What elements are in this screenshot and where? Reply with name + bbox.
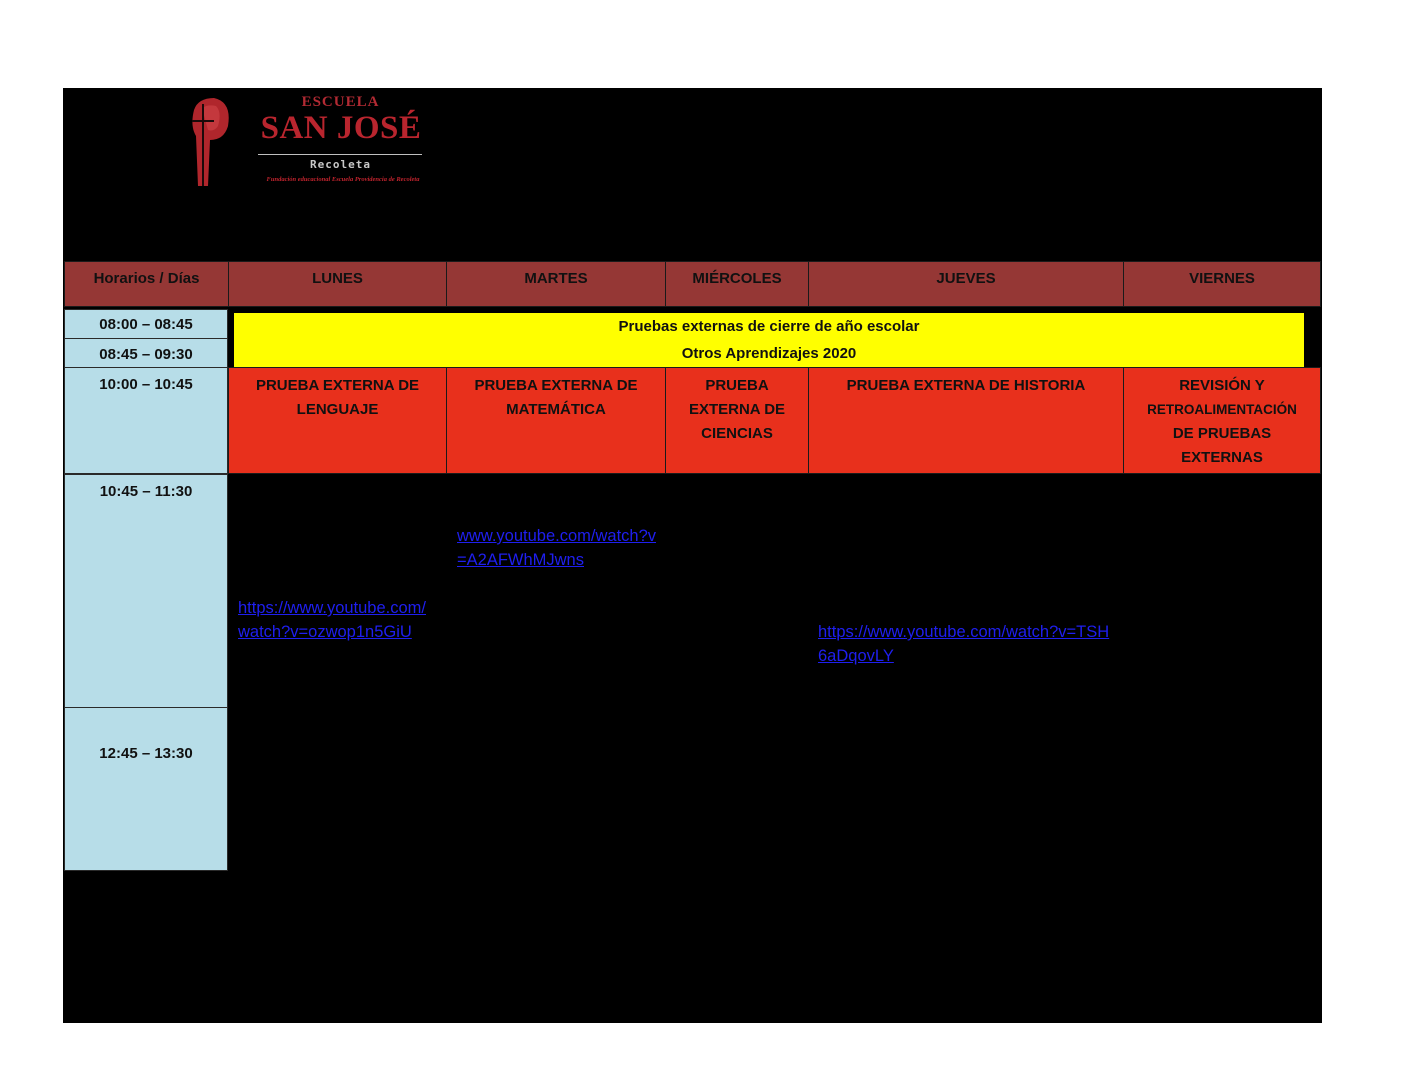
school-logo xyxy=(188,94,463,190)
time-slot-1000: 10:00 – 10:45 xyxy=(64,367,228,474)
exam-period-banner xyxy=(234,313,1304,367)
school-emblem-icon xyxy=(188,96,234,188)
header-martes: MARTES xyxy=(446,261,666,307)
exam-martes: PRUEBA EXTERNA DE MATEMÁTICA xyxy=(446,367,666,474)
header-horarios-dias: Horarios / Días xyxy=(64,261,229,307)
video-link-jueves[interactable]: https://www.youtube.com/watch?v=TSH6aDqovLY xyxy=(818,623,1110,665)
logo-school-name: SAN JOSÉ xyxy=(260,110,422,146)
banner-title: Pruebas externas de cierre de año escolar xyxy=(618,318,920,335)
header-miercoles: MIÉRCOLES xyxy=(665,261,809,307)
time-slot-1245: 12:45 – 13:30 xyxy=(64,707,228,871)
exam-lunes: PRUEBA EXTERNA DE LENGUAJE xyxy=(228,367,447,474)
logo-escuela-text: ESCUELA xyxy=(301,94,380,110)
exam-viernes-line3: DE PRUEBAS EXTERNAS xyxy=(1172,425,1272,466)
time-slot-0800: 08:00 – 08:45 xyxy=(64,309,228,339)
exam-jueves: PRUEBA EXTERNA DE HISTORIA xyxy=(808,367,1124,474)
logo-location-text: Recoleta xyxy=(310,158,371,171)
banner-subtitle: Otros Aprendizajes 2020 xyxy=(681,345,857,362)
exam-viernes xyxy=(1123,367,1321,474)
header-lunes: LUNES xyxy=(228,261,447,307)
schedule-sheet xyxy=(63,88,1322,1023)
logo-divider xyxy=(258,154,422,155)
header-jueves: JUEVES xyxy=(808,261,1124,307)
header-viernes: VIERNES xyxy=(1123,261,1321,307)
video-link-martes[interactable]: www.youtube.com/watch?v=A2AFWhMJwns xyxy=(457,527,657,569)
exam-miercoles: PRUEBA EXTERNA DE CIENCIAS xyxy=(665,367,809,474)
time-slot-1045: 10:45 – 11:30 xyxy=(64,474,228,708)
video-link-lunes[interactable]: https://www.youtube.com/watch?v=ozwop1n5GiU xyxy=(238,599,427,641)
logo-tagline: Fundación educacional Escuela Providencia de Recoleta xyxy=(266,176,420,183)
exam-viernes-line1: REVISIÓN Y xyxy=(1179,377,1265,394)
time-slot-0845: 08:45 – 09:30 xyxy=(64,338,228,368)
exam-viernes-line2: RETROALIMENTACIÓN xyxy=(1147,402,1297,417)
